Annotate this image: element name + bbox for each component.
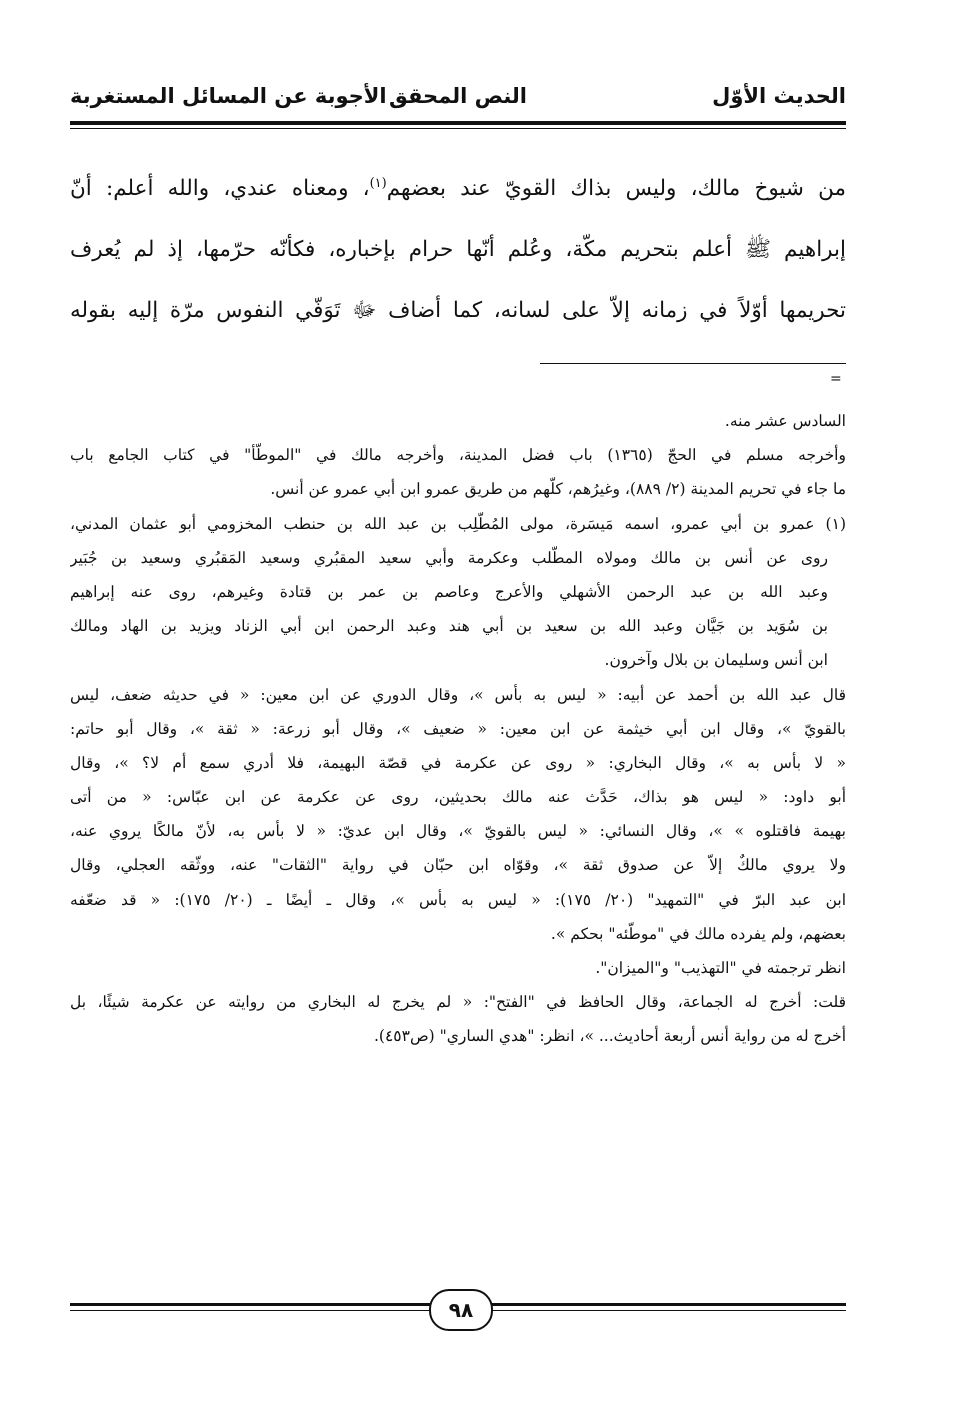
- footnote-line: بهيمة فاقتلوه » »، وقال النسائي: « ليس بالقويّ »، وقال ابن عديّ: « لا بأس به، لأنّ مالكًا يروي عنه،: [70, 822, 846, 841]
- footnote-separator: [540, 363, 846, 364]
- footnote-line: وعبد الله بن عبد الرحمن الأشهلي والأعرج وعاصم بن عمر بن قتادة وغيرهم، روى عنه إبراهيم: [70, 582, 828, 601]
- header-section-title: النص المحقق: [389, 84, 527, 108]
- header-chapter-title: الحديث الأوّل: [712, 84, 846, 108]
- footnote-line: ولا يروي مالكٌ إلاّ عن صدوق ثقة »، وقوّاه ابن حبّان في رواية "الثقات" عنه، ووثّقه العجلي، وقال: [70, 856, 846, 875]
- footnote-line: وأخرجه مسلم في الحجّ (١٣٦٥) باب فضل المدينة، وأخرجه مالك في "الموطّأ" في كتاب الجامع باب: [70, 446, 846, 465]
- footnote-line: بالقويّ »، وقال ابن أبي خيثمة عن ابن معين: « ضعيف »، وقال أبو زرعة: « ثقة »، وقال أبو حاتم:: [70, 719, 846, 738]
- footnote-line: (١) عمرو بن أبي عمرو، اسمه مَيسَرة، مولى المُطّلِب بن عبد الله بن حنطب المخزومي أبو عثمان المدني،: [70, 514, 846, 533]
- footnote-line: قال عبد الله بن أحمد عن أبيه: « ليس به بأس »، وقال الدوري عن ابن معين: « في حديثه ضعف، ليس: [70, 685, 846, 704]
- footnote-marker: (١): [369, 175, 387, 191]
- header-rule-thin: [70, 128, 846, 129]
- footnote-line: قلت: أخرج له الجماعة، وقال الحافظ في "الفتح": « لم يخرج له البخاري من روايته عن عكرمة شيئًا، بل: [70, 993, 846, 1012]
- header-rule-thick: [70, 121, 846, 125]
- footnote-line: ما جاء في تحريم المدينة (٢/ ٨٨٩)، وغيرُهم، كلّهم من طريق عمرو ابن أبي عمرو عن أنس.: [270, 480, 846, 499]
- main-line-3: تحريمها أوّلاً في زمانه إلاّ على لسانه، كما أضاف ﷻ تَوَفّي النفوس مرّة إليه بقوله: [70, 298, 846, 323]
- footnote-line: بن سُوَيد بن جَيَّان وعبد الله بن سعيد بن أبي هند وعبد الرحمن ابن أبي الزناد ويزيد بن الهاد ومالك: [70, 617, 828, 636]
- running-header: [70, 80, 846, 116]
- footnote-line: روى عن أنس بن مالك ومولاه المطّلب وعكرمة وأبي سعيد المقبُري وسعيد المَقبُري وسعيد بن جُبَير: [70, 548, 828, 567]
- main-text: [70, 158, 846, 341]
- header-book-title: الأجوبة عن المسائل المستغربة: [70, 84, 387, 108]
- footnote-line: انظر ترجمته في "التهذيب" و"الميزان".: [595, 959, 846, 977]
- footnote-line: ابن أنس وسليمان بن بلال وآخرون.: [604, 651, 828, 670]
- footnote-line: ابن عبد البرّ في "التمهيد" (٢٠/ ١٧٥): « ليس به بأس »، وقال ـ أيضًا ـ (٢٠/ ١٧٥): « قد ضعّفه: [70, 890, 846, 909]
- footnote-line: « لا بأس به »، وقال البخاري: « روى عن عكرمة في قصّة البهيمة، فلا أدري سمع أم لا؟ »، وقال: [70, 753, 846, 772]
- main-line-2: إبراهيم ﷺ أعلم بتحريم مكّة، وعُلم أنّها حرام بإخباره، فكأنّه حرّمها، إذ لم يُعرف: [70, 237, 846, 262]
- main-line-1: [70, 158, 846, 219]
- footnote-line: بعضهم، ولم يفرده مالك في "موطّئه" بحكم ».: [550, 924, 846, 943]
- footnote-continuation-mark: =: [830, 371, 842, 387]
- footnote-line: أخرج له من رواية أنس أربعة أحاديث... »، انظر: "هدي الساري" (ص٤٥٣).: [373, 1027, 846, 1046]
- footnotes: [70, 404, 846, 1054]
- main-line-1-part-b: ، ومعناه عندي، والله أعلم: أنّ: [70, 176, 370, 201]
- footnote-line: السادس عشر منه.: [724, 412, 846, 430]
- page-number: ٩٨: [429, 1289, 493, 1331]
- main-line-1-part-a: من شيوخ مالك، وليس بذاك القويّ عند بعضهم: [386, 176, 846, 201]
- footnote-line: أبو داود: « ليس هو بذاك، حَدَّث عنه مالك بحديثين، روى عن عكرمة عن ابن عبّاس: « من أتى: [70, 788, 846, 807]
